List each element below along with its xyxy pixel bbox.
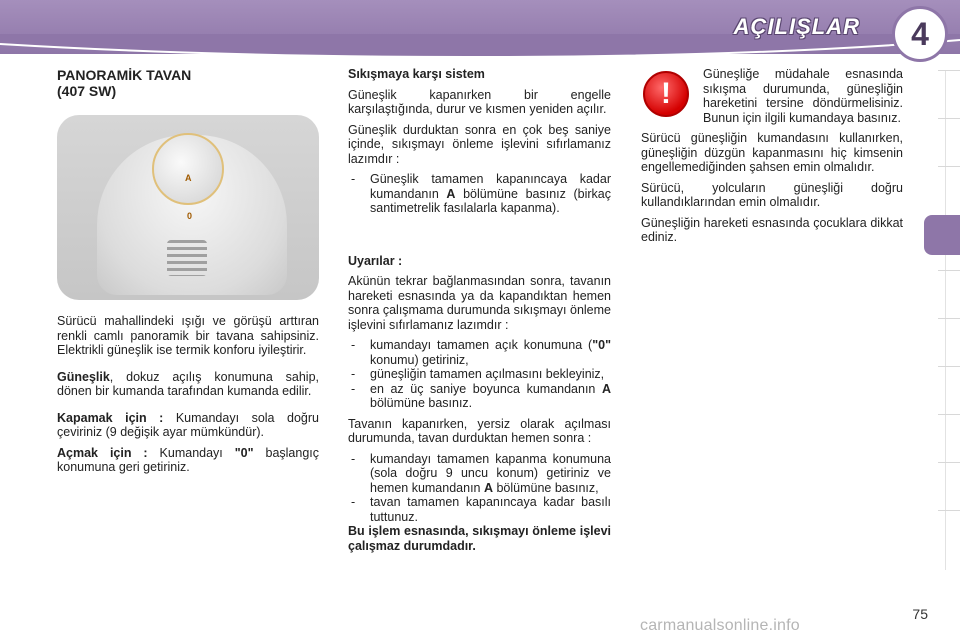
chapter-title: AÇILIŞLAR [733, 14, 860, 39]
kapamak-text: Kumandayı sola doğru çeviriniz (9 değişik ayar mümkündür). [57, 410, 319, 439]
list-item-bold: A [483, 480, 493, 495]
column-left [57, 67, 319, 481]
list-item-text: kumandayı tamamen açık konumuna ( [370, 338, 593, 352]
chapter-number: 4 [911, 15, 929, 52]
list-item: - tavan tamamen kapanıncaya kadar basılı tuttunuz. [348, 495, 611, 524]
list-item-text: Güneşlik tamamen kapanıncaya kadar kumandanın [370, 172, 611, 201]
acmak-text: başlangıç konumuna geri getiriniz. [57, 445, 320, 474]
paragraph: Tavanın kapanırken, yersiz olarak açılması durumunda, tavan durduktan hemen sonra : [348, 416, 611, 445]
section-title-line1: PANORAMİK TAVAN [57, 67, 192, 83]
roof-control-photo [57, 115, 319, 300]
side-tab[interactable] [938, 118, 960, 154]
acmak-paragraph [57, 446, 319, 475]
rotary-control-knob [152, 133, 224, 205]
intro-paragraph: Sürücü mahallindeki ışığı ve görüşü arttıran renkli camlı panoramik bir tavana sahipsiniz. Elektrikli güneşlik ise termik konforu iyileştirir. [57, 314, 319, 357]
guneslik-text: , dokuz açılış konumuna sahip, dönen bir kumanda tarafından kumanda edilir. [57, 369, 319, 398]
list-item-text: bölümüne basınız, [493, 480, 599, 495]
chapter-number-badge [892, 6, 948, 62]
guneslik-paragraph [57, 370, 319, 399]
paragraph: Güneşlik durduktan sonra en çok beş saniye içinde, sıkışmayı önleme işlevini sıfırlamanız lazımdır : [348, 122, 611, 166]
list [348, 338, 611, 411]
paragraph: Akünün tekrar bağlanmasından sonra, tavanın hareketi esnasında ya da kapandıktan hemen sonra çalışmama durumunda sıkışmayı önleme işlevini sıfırlamanız lazımdır : [348, 274, 611, 332]
page-number: 75 [912, 606, 928, 622]
list-item-text: en az üç saniye boyunca kumandanın [370, 381, 602, 396]
section-title-line2: (407 SW) [57, 83, 117, 99]
list-item [348, 382, 611, 411]
column-middle [348, 67, 611, 559]
list-item-bold: "0" [592, 338, 611, 352]
acmak-text: Kumandayı [147, 445, 235, 460]
paragraph: Sürücü, yolcuların güneşliği doğru kullandıklarından emin olmalıdır. [641, 180, 903, 209]
paragraph: Güneşliğin hareketi esnasında çocuklara dikkat ediniz. [641, 215, 903, 244]
side-tab[interactable] [938, 414, 960, 450]
list [348, 172, 611, 216]
side-tab[interactable] [938, 510, 960, 546]
side-tab[interactable] [938, 270, 960, 306]
side-tab[interactable] [938, 70, 960, 106]
list-item [348, 452, 611, 496]
guneslik-label: Güneşlik [57, 369, 110, 384]
column-right [641, 67, 903, 251]
side-tabs [932, 70, 960, 570]
list-item-text: bölümüne basınız. [370, 396, 473, 410]
list-item: - güneşliğin tamamen açılmasını bekleyiniz, [348, 367, 611, 382]
list-item [348, 172, 611, 216]
acmak-quote: "0" [234, 445, 254, 460]
list-item-text: bölümüne basınız (birkaç santimetrelik fasılalarla kapanma). [370, 186, 611, 215]
photo-label-zero: 0 [187, 211, 193, 221]
side-tab[interactable] [938, 318, 960, 354]
kapamak-label: Kapamak için : [57, 410, 164, 425]
warning-exclamation-icon: ! [643, 71, 689, 117]
warnings-title: Uyarılar : [348, 253, 403, 268]
list-item-bold: A [601, 381, 611, 396]
paragraph: Güneşlik kapanırken bir engelle karşılaştığında, durur ve kısmen yeniden açılır. [348, 87, 611, 116]
side-tab[interactable] [938, 166, 960, 202]
list-item-text: kumandayı tamamen kapanma konumuna (sola doğru 9 uncu konum) getiriniz ve hemen kumandanın [370, 451, 611, 495]
kapamak-paragraph [57, 411, 319, 440]
anti-pinch-title: Sıkışmaya karşı sistem [348, 67, 485, 81]
warning-block [641, 67, 903, 125]
side-tab-active[interactable] [924, 215, 960, 255]
list-item [348, 338, 611, 367]
final-note: Bu işlem esnasında, sıkışmayı önleme işlevi çalışmaz durumdadır. [348, 524, 611, 553]
watermark: carmanualsonline.info [640, 617, 800, 634]
side-tab[interactable] [938, 462, 960, 498]
side-tab[interactable] [938, 366, 960, 402]
photo-label-a: A [185, 173, 192, 183]
list-item-text: konumu) getiriniz, [370, 352, 469, 367]
warning-paragraph: Güneşliğe müdahale esnasında sıkışma durumunda, güneşliğin hareketini tersine döndürmelisiniz. Bunun için ilgili kumandaya basınız. [703, 67, 903, 125]
list-item-bold: A [446, 186, 456, 201]
speaker-grill [167, 240, 207, 276]
acmak-label: Açmak için : [57, 445, 148, 460]
paragraph: Sürücü güneşliğin kumandasını kullanırken, güneşliğin düzgün kapanmasını hiç kimsenin engellemediğinden şahsen emin olmalıdır. [641, 131, 903, 174]
list [348, 452, 611, 525]
